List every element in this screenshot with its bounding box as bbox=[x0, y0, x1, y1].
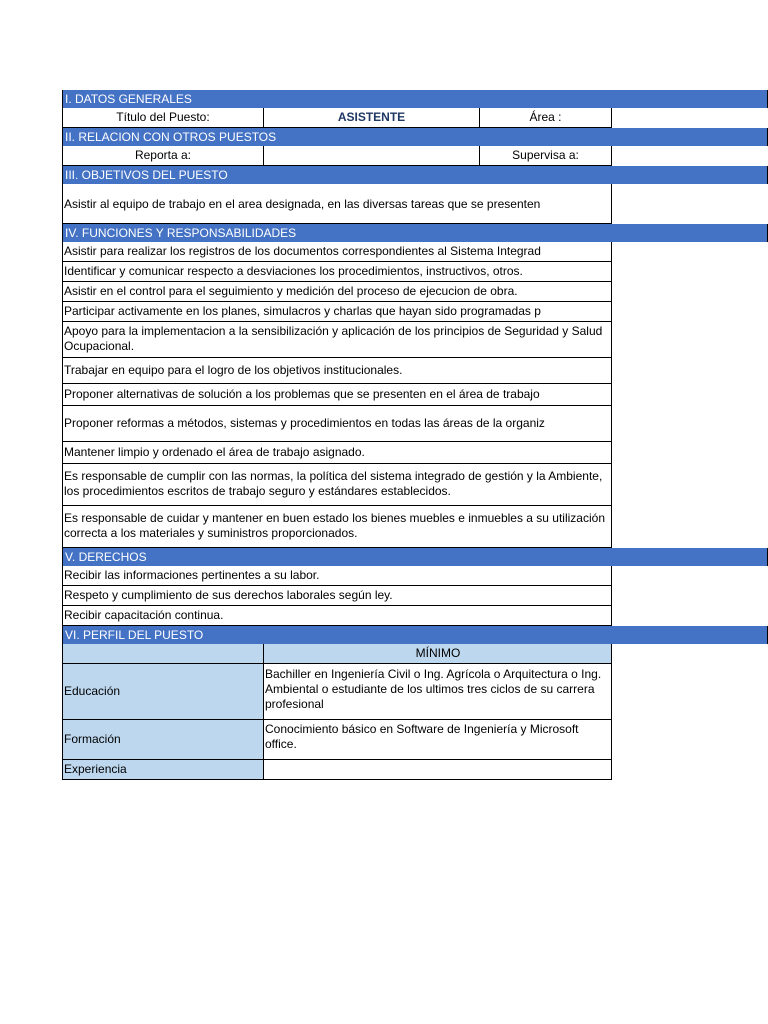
datos-row bbox=[62, 108, 612, 128]
experiencia-value bbox=[264, 760, 611, 779]
funcion-item: Proponer reformas a métodos, sistemas y procedimientos en todas las áreas de la organiz bbox=[62, 406, 612, 442]
funcion-item: Asistir en el control para el seguimiento y medición del proceso de ejecucion de obra. bbox=[62, 282, 612, 302]
section-header-perfil: VI. PERFIL DEL PUESTO bbox=[62, 626, 768, 644]
relacion-row bbox=[62, 146, 612, 166]
funcion-item: Es responsable de cumplir con las normas, la política del sistema integrado de gestión y la Ambiente, los procedimientos escritos de trabajo seguro y estándares establecidos. bbox=[62, 464, 612, 506]
derecho-item: Recibir capacitación continua. bbox=[62, 606, 612, 626]
experiencia-label: Experiencia bbox=[63, 760, 264, 779]
perfil-experiencia-row bbox=[62, 760, 612, 780]
funcion-item: Asistir para realizar los registros de los documentos correspondientes al Sistema Integrad bbox=[62, 242, 612, 262]
educacion-label: Educación bbox=[63, 664, 264, 719]
reporta-value bbox=[264, 146, 480, 165]
section-header-funciones: IV. FUNCIONES Y RESPONSABILIDADES bbox=[62, 224, 768, 242]
reporta-label: Reporta a: bbox=[63, 146, 264, 165]
area-label: Área : bbox=[529, 110, 562, 124]
perfil-header-minimo: MÍNIMO bbox=[264, 644, 611, 663]
derecho-item: Respeto y cumplimiento de sus derechos laborales según ley. bbox=[62, 586, 612, 606]
funcion-item: Es responsable de cuidar y mantener en buen estado los bienes muebles e inmuebles a su utilización correcta a los materiales y suministros proporcionados. bbox=[62, 506, 612, 548]
funcion-item: Apoyo para la implementacion a la sensibilización y aplicación de los principios de Seguridad y Salud Ocupacional. bbox=[62, 322, 612, 358]
titulo-label: Título del Puesto: bbox=[63, 108, 264, 127]
funcion-item: Identificar y comunicar respecto a desviaciones los procedimientos, instructivos, otros. bbox=[62, 262, 612, 282]
perfil-educacion-row bbox=[62, 664, 612, 720]
educacion-value: Bachiller en Ingeniería Civil o Ing. Agrícola o Arquitectura o Ing. Ambiental o estudiante de los ultimos tres ciclos de su carrera profesional bbox=[265, 667, 602, 711]
formacion-value: Conocimiento básico en Software de Ingeniería y Microsoft office. bbox=[265, 722, 579, 751]
objetivo-text: Asistir al equipo de trabajo en el area designada, en las diversas tareas que se presenten bbox=[62, 184, 612, 224]
funcion-item: Mantener limpio y ordenado el área de trabajo asignado. bbox=[62, 442, 612, 464]
job-description-sheet bbox=[62, 90, 768, 780]
section-header-relacion: II. RELACION CON OTROS PUESTOS bbox=[62, 128, 768, 146]
section-header-objetivos: III. OBJETIVOS DEL PUESTO bbox=[62, 166, 768, 184]
funcion-item: Trabajar en equipo para el logro de los objetivos institucionales. bbox=[62, 358, 612, 384]
perfil-formacion-row bbox=[62, 720, 612, 760]
perfil-header-blank bbox=[63, 644, 264, 663]
funcion-item: Participar activamente en los planes, simulacros y charlas que hayan sido programadas p bbox=[62, 302, 612, 322]
perfil-header-row bbox=[62, 644, 612, 664]
formacion-label: Formación bbox=[63, 720, 264, 759]
supervisa-label: Supervisa a: bbox=[512, 148, 579, 162]
derecho-item: Recibir las informaciones pertinentes a su labor. bbox=[62, 566, 612, 586]
section-header-derechos: V. DERECHOS bbox=[62, 548, 768, 566]
titulo-value: ASISTENTE bbox=[264, 108, 480, 127]
funcion-item: Proponer alternativas de solución a los problemas que se presenten en el área de trabajo bbox=[62, 384, 612, 406]
section-header-datos-generales: I. DATOS GENERALES bbox=[62, 90, 768, 108]
